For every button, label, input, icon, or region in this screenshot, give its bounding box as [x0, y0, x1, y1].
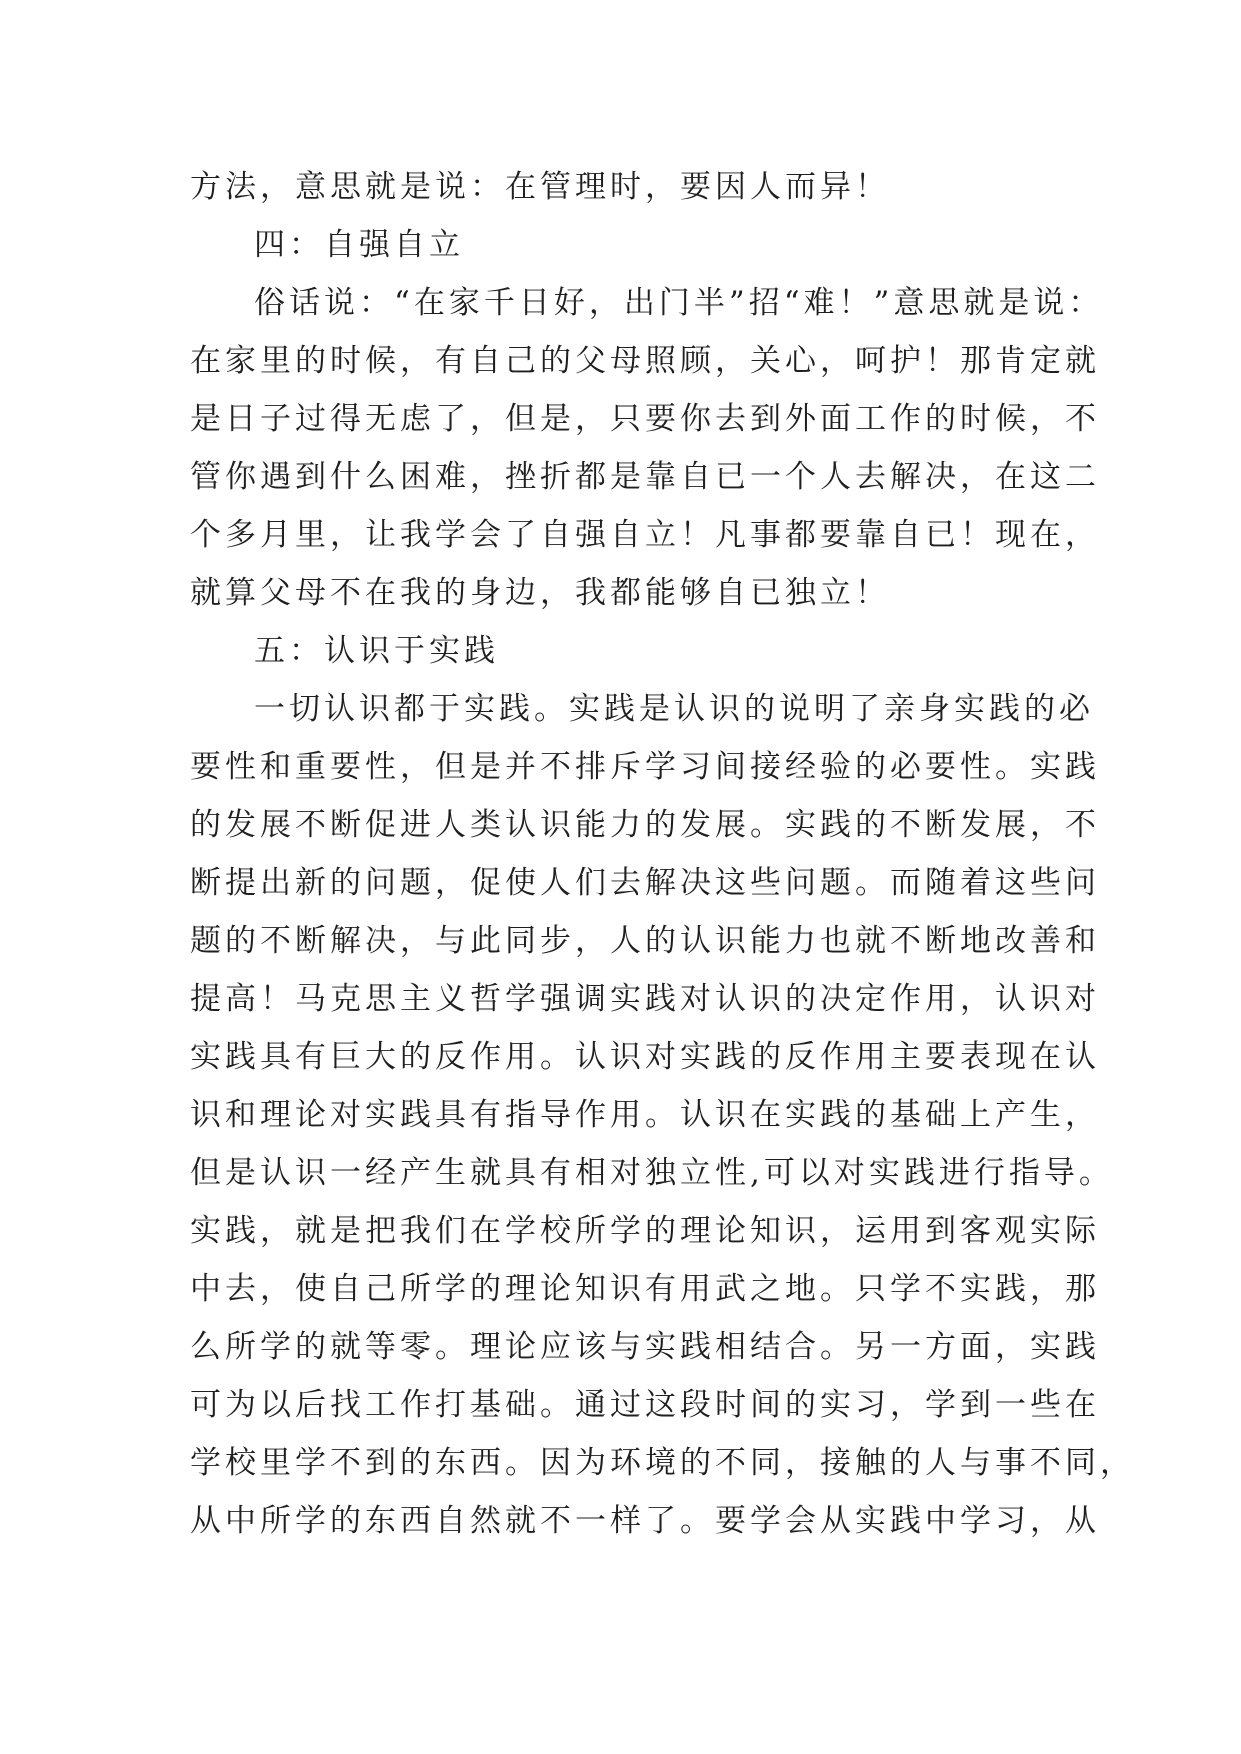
document-page	[190, 158, 1135, 1550]
text-line: 断提出新的问题，促使人们去解决这些问题。而随着这些问	[190, 865, 1100, 901]
section-heading-4: 四：自强自立	[254, 227, 464, 263]
text-line: 在家里的时候，有自己的父母照顾，关心，呵护！那肯定就	[190, 343, 1100, 379]
text-line: 是日子过得无虑了，但是，只要你去到外面工作的时候，不	[190, 401, 1100, 437]
text-line: 题的不断解决，与此同步，人的认识能力也就不断地改善和	[190, 923, 1100, 959]
text-line: 俗话说：“在家千日好，出门半”招“难！”意思就是说：	[254, 285, 1104, 321]
text-line: 的发展不断促进人类认识能力的发展。实践的不断发展，不	[190, 807, 1100, 843]
text-line: 就算父母不在我的身边，我都能够自已独立！	[190, 575, 890, 611]
text-line: 个多月里，让我学会了自强自立！凡事都要靠自已！现在，	[190, 517, 1100, 553]
text-line: 识和理论对实践具有指导作用。认识在实践的基础上产生，	[190, 1097, 1100, 1133]
text-line: 要性和重要性，但是并不排斥学习间接经验的必要性。实践	[190, 749, 1100, 785]
text-line: 实践，就是把我们在学校所学的理论知识，运用到客观实际	[190, 1213, 1100, 1249]
text-line: 可为以后找工作打基础。通过这段时间的实习，学到一些在	[190, 1387, 1100, 1423]
text-line: 方法，意思就是说：在管理时，要因人而异！	[190, 169, 890, 205]
text-line: 一切认识都于实践。实践是认识的说明了亲身实践的必	[254, 691, 1094, 727]
text-line: 但是认识一经产生就具有相对独立性,可以对实践进行指导。	[190, 1155, 1114, 1191]
text-line: 中去，使自己所学的理论知识有用武之地。只学不实践，那	[190, 1271, 1100, 1307]
text-line: 从中所学的东西自然就不一样了。要学会从实践中学习，从	[190, 1503, 1100, 1539]
text-line: 么所学的就等零。理论应该与实践相结合。另一方面，实践	[190, 1329, 1100, 1365]
text-line: 提高！马克思主义哲学强调实践对认识的决定作用，认识对	[190, 981, 1100, 1017]
text-line: 管你遇到什么困难，挫折都是靠自已一个人去解决，在这二	[190, 459, 1100, 495]
section-heading-5: 五：认识于实践	[254, 633, 499, 669]
text-line: 学校里学不到的东西。因为环境的不同，接触的人与事不同，	[190, 1445, 1135, 1481]
text-line: 实践具有巨大的反作用。认识对实践的反作用主要表现在认	[190, 1039, 1100, 1075]
